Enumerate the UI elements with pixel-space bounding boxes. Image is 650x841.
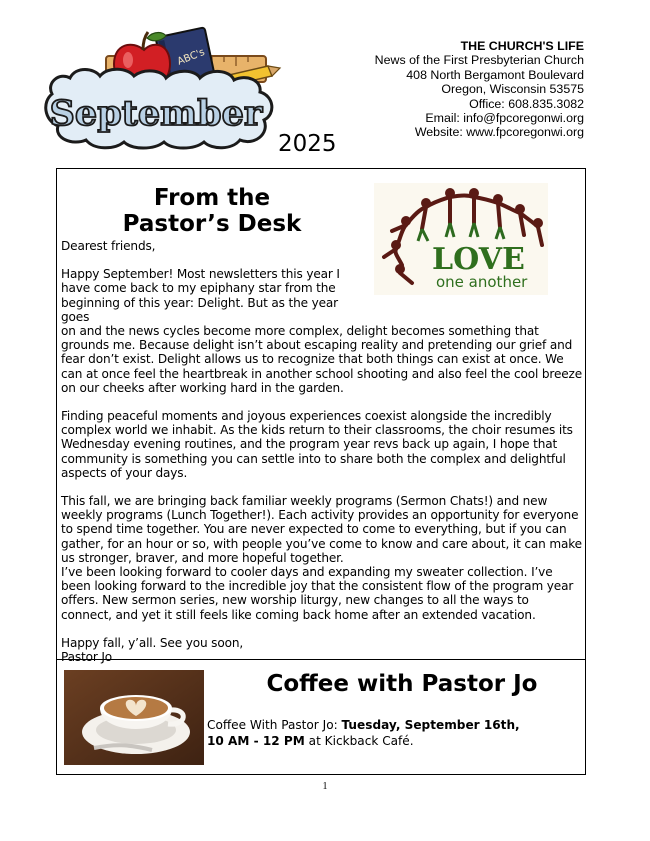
- heading-line-2: Pastor’s Desk: [122, 211, 302, 237]
- one-another-text: one another: [436, 273, 528, 291]
- letter-paragraph-1a: Happy September! Most newsletters this year I have come back to my epiphany star from the beginning of this year: Delight. But as the year goes: [61, 267, 340, 324]
- heading-line-1: From the: [153, 185, 271, 211]
- page-number: 1: [322, 781, 328, 792]
- book-label: ABC's: [175, 46, 207, 68]
- coffee-location: at Kickback Café.: [304, 734, 414, 748]
- coffee-heading: Coffee with Pastor Jo: [266, 671, 538, 697]
- coffee-date: Tuesday, September 16th,: [341, 718, 520, 732]
- letter-paragraph-3: This fall, we are bringing back familiar weekly programs (Sermon Chats!) and new weekly programs (Lunch Together!). Each activity provides an opportunity for everyone to spend time together. You are never expected to come to everything, but if you can gather, for an hour or so, with people you’ve come to know and care about, it can make us stronger, braver, and more hopeful together.: [61, 494, 582, 565]
- letter-greeting: Dearest friends,: [61, 239, 156, 253]
- church-city: Oregon, Wisconsin 53575: [441, 82, 584, 97]
- website-link[interactable]: Website: www.fpcoregonwi.org: [414, 125, 584, 140]
- newsletter-year: 2025: [278, 131, 337, 157]
- email-link[interactable]: Email: info@fpcoregonwi.org: [425, 111, 584, 126]
- church-name: News of the First Presbyterian Church: [374, 53, 584, 68]
- coffee-cup-photo: [64, 670, 204, 765]
- september-masthead-graphic: [44, 22, 294, 150]
- letter-closing: Happy fall, y’all. See you soon,: [61, 635, 244, 650]
- month-title: September: [49, 93, 263, 134]
- office-phone: Office: 608.835.3082: [469, 96, 584, 111]
- coffee-details: [207, 717, 577, 749]
- church-contact-block: [375, 39, 584, 140]
- pastor-desk-section: [56, 168, 586, 665]
- love-text: LOVE: [432, 242, 525, 277]
- coffee-intro: Coffee With Pastor Jo:: [207, 718, 342, 732]
- letter-paragraph-4: I’ve been looking forward to cooler days and expanding my sweater collection. I’ve been looking forward to the incredible joy that the consistent flow of the program year offers. New sermon series, new worship liturgy, new changes to all the ways to connect, and yet it still feels like coming back home after an extended vacation.: [61, 565, 574, 622]
- letter-paragraph-1b: on and the news cycles become more complex, delight becomes something that grounds me. Because delight isn’t about escaping reality and pretending our grief and fear don’t exist. Delight allows us to recognize that both things can exist at once. We can at once feel the heartbreak in another school shooting and also feel the cool breeze on our cheeks after working hard in the garden.: [61, 324, 583, 395]
- newsletter-title: THE CHURCH'S LIFE: [460, 39, 584, 53]
- coffee-time: 10 AM - 12 PM: [207, 734, 305, 748]
- church-address: 408 North Bergamont Boulevard: [406, 67, 584, 82]
- letter-paragraph-2: Finding peaceful moments and joyous experiences coexist alongside the incredibly complex world we inhabit. As the kids return to their classrooms, the choir resumes its Wednesday evening routines, and the program year revs back up again, I hope that community is something you can settle into to share both the complex and delightful aspects of your days.: [61, 409, 573, 480]
- coffee-section: [56, 660, 586, 775]
- pastor-letter: [61, 239, 583, 664]
- letter-signature: Pastor Jo: [61, 650, 113, 665]
- pastor-desk-heading: [57, 185, 367, 237]
